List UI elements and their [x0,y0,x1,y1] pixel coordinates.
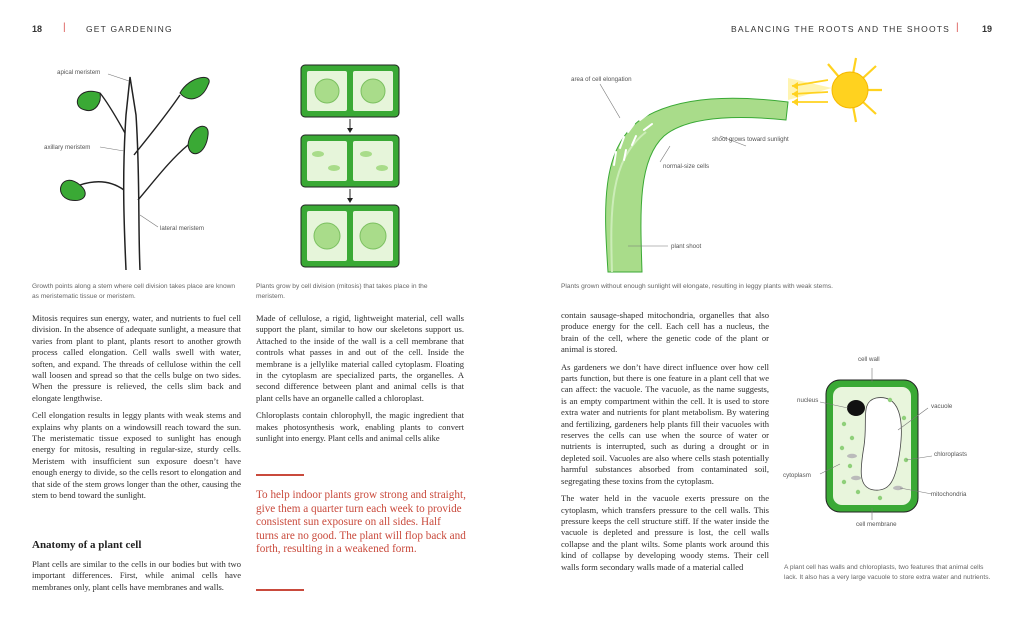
column-3 [561,310,769,579]
col2-paragraph-1: Made of cellulose, a rigid, lightweight material, cell walls support the plant, similar to how our skeletons support us. Attached to the inside of the wall is a cell membrane that controls what passes in and out of the cell. Inside the membrane is a jellylike material called cytoplasm. Floating in the cytoplasm are specialized parts, the organelles. A second difference between plant and animal cells is that plant cells have an organelle called a chloroplast. [256,313,464,403]
section-heading: Anatomy of a plant cell [32,539,142,551]
label-lateral-meristem: lateral meristem [160,225,205,232]
caption-stem: Growth points along a stem where cell division takes place are known as meristematic tissue or meristem. [32,283,236,300]
label-vacuole: vacuole [931,403,953,410]
stem-illustration [30,55,250,275]
nucleus-shape [847,400,865,416]
caption-division: Plants grow by cell division (mitosis) that takes place in the meristem. [256,283,428,300]
col2-paragraph-2: Chloroplasts contain chlorophyll, the magic ingredient that makes photosynthesis work, enabling plants to convert sunlight into energy. Plant cells and animal cells alike [256,410,464,444]
pull-quote-rule-top [256,474,304,476]
leaf-top-right [180,77,209,98]
pull-quote-rule-bottom [256,589,304,591]
left-page-number: 18 [32,24,43,34]
sun [832,72,868,108]
header-divider-right: | [956,22,959,33]
label-axillary-meristem: axillary meristem [44,144,91,151]
column-1 [32,313,241,508]
label-shoot-sunlight: shoot grows toward sunlight [712,136,789,143]
caption-cell: A plant cell has walls and chloroplasts, two features that animal cells lack. It also has a very large vacuole to store extra water and nutrients. [784,564,991,581]
leaf-mid-right [188,126,208,153]
label-cell-wall: cell wall [858,356,880,363]
label-cytoplasm: cytoplasm [783,472,811,479]
plant-cell-illustration [780,360,980,535]
label-area-elongation: area of cell elongation [571,76,632,83]
column-2 [256,313,464,450]
col3-paragraph-2: As gardeners we don’t have direct influence over how cell parts function, but there is one feature in a plant cell that we can affect: the vacuole. The vacuole, as the name suggests, is an empty compartment within the cell. It is used to store extra water and nutrients for plant metabolism. By watering and fertilizing, gardeners help plants fill their vacuoles with reserves the cells can use when the source of water or nutrients is interrupted, such as during a drought or in depleted soil. Vacuoles are also where cells stash potentially harmful substances absorbed from contaminated soil, segregating these toxins from the cytoplasm. [561,361,769,486]
col1-paragraph-1: Mitosis requires sun energy, water, and nutrients to fuel cell division. In the absence of adequate sunlight, a measure that varies from plant to plant, plants resort to another growth process called elongation. Cell walls swell with water, soften, and expand. The threads of cellulose within the cell wall loosen and spread so that the cells bulge on two sides. When the pressure is relieved, the cells slim back and elongate lengthwise. [32,313,241,403]
label-mitochondria: mitochondria [931,491,967,498]
label-chloroplasts: chloroplasts [934,451,968,458]
stem-shape [124,77,140,270]
pull-quote: To help indoor plants grow strong and straight, give them a quarter turn each week to provide consistent sun exposure on all sides. Half turns are no good. The plant will flop back and forth, resulting in a weakened form. [256,489,466,556]
leaf-top-left [77,91,100,110]
label-nucleus: nucleus [797,397,819,404]
label-cell-membrane: cell membrane [856,521,897,528]
shoot-illustration [560,50,890,275]
caption-shoot: Plants grown without enough sunlight will elongate, resulting in leggy plants with weak stems. [561,283,833,290]
header-divider-left: | [63,22,66,33]
leaf-low-left [61,180,86,200]
col1-paragraph-3: Plant cells are similar to the cells in our bodies but with two important differences. First, while animal cells have membranes only, plant cells have membranes and walls. [32,559,241,592]
cell-division-illustration [296,62,404,274]
col3-paragraph-1: contain sausage-shaped mitochondria, organelles that also produce energy for the cell. Each cell has a nucleus, the brain of the cell, where the genetic code of the plant or animal is stored. [561,310,769,355]
label-apical-meristem: apical meristem [57,69,101,76]
col1-paragraph-2: Cell elongation results in leggy plants with weak stems and explains why plants on a windowsill reach toward the sun. The meristematic tissue exposed to sunlight has enough energy for mitosis, resulting in regular-size, sturdy cells. Meristem with insufficient sun exposure doesn’t have enough energy to divide, so the cells resort to elongation and that side of the stem grows longer than the other, causing the stem to bend toward the sunlight. [32,410,241,501]
col3-paragraph-3: The water held in the vacuole exerts pressure on the cytoplasm, which transfers pressure to the cell walls. This pressure keeps the cell structure stiff. If the water inside the vacuole is depleted and pressure is lost, the cell walls collapse and the plant wilts. Some plants work around this kind of collapse by developing woody stems. Their cell walls form secondary walls made of a material called [561,493,769,572]
right-running-title: BALANCING THE ROOTS AND THE SHOOTS [731,24,951,34]
label-plant-shoot: plant shoot [671,243,702,250]
right-page-number: 19 [982,24,993,34]
left-running-title: GET GARDENING [86,24,173,34]
label-normal-cells: normal-size cells [663,163,710,170]
